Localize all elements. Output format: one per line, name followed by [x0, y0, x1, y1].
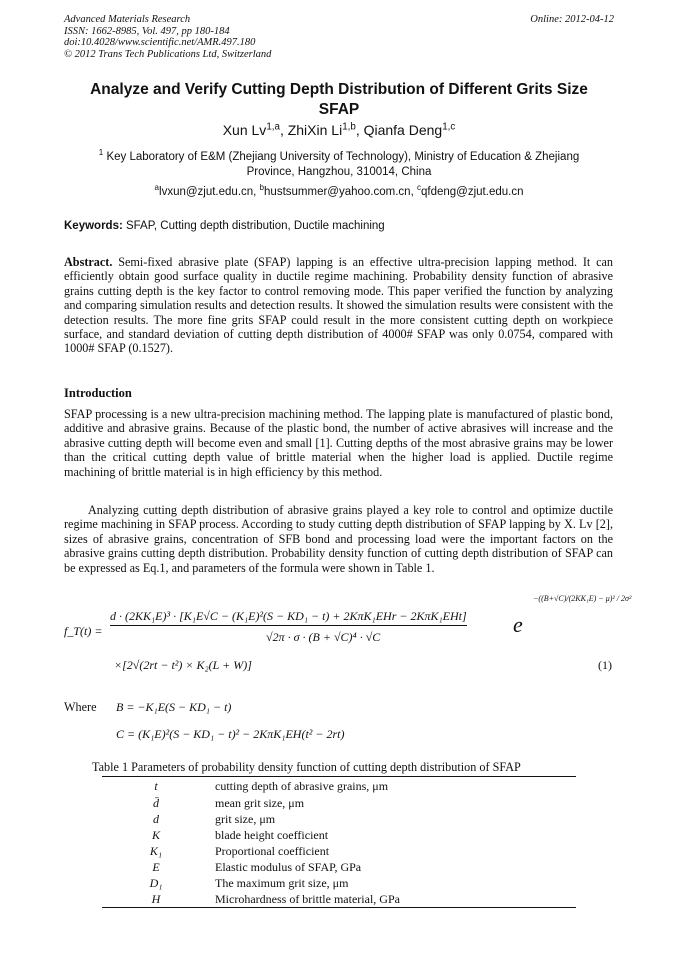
table-caption: Table 1 Parameters of probability density function of cutting depth distribution of SFAP	[92, 760, 521, 774]
paper-title	[70, 80, 608, 120]
table-row	[102, 779, 576, 795]
equation-denominator: √2π · σ · (B + √C)⁴ · √C	[266, 630, 381, 644]
section-heading-introduction: Introduction	[64, 386, 132, 400]
equation-c: C = (K₁E)²(S − KD₁ − t)² − 2KπK₁EH(t² − 2rt)	[116, 727, 345, 741]
affiliation-sup: 1	[98, 148, 104, 158]
abstract	[64, 255, 613, 356]
title-line-2: SFAP	[318, 101, 360, 118]
affiliation-line-2: Province, Hangzhou, 310014, China	[246, 166, 432, 178]
author-sup: 1,c	[442, 121, 456, 133]
table-row	[102, 812, 576, 828]
table-symbol: d̄	[153, 796, 159, 810]
author-name: Qianfa Deng	[363, 122, 443, 138]
author-sup: 1,b	[342, 121, 356, 133]
affiliation	[64, 150, 614, 180]
table-symbol: H	[151, 892, 161, 906]
email-address[interactable]: hustsummer@yahoo.com.cn	[264, 186, 411, 198]
table-row	[102, 892, 576, 908]
email-sup: b	[259, 183, 265, 193]
table-description: mean grit size, μm	[215, 796, 305, 810]
table-row	[102, 844, 576, 860]
table-bottom-rule	[102, 907, 576, 908]
equation-numerator: d · (2KK₁E)³ · [K₁E√C − (K₁E)²(S − KD₁ − t) + 2KπK₁EHr − 2KπK₁EHt]	[110, 609, 467, 626]
table-description: The maximum grit size, μm	[215, 876, 349, 890]
equation-line-2: ×[2√(2rt − t²) × K₂(L + W)]	[114, 658, 252, 672]
online-date: Online: 2012-04-12	[530, 14, 614, 25]
table-symbol: E	[152, 860, 160, 874]
email-address[interactable]: lvxun@zjut.edu.cn	[159, 186, 254, 198]
journal-name: Advanced Materials Research	[64, 14, 191, 25]
email-sup: c	[416, 183, 421, 193]
table-description: grit size, μm	[215, 812, 276, 826]
table-description: blade height coefficient	[215, 828, 329, 842]
abstract-label: Abstract.	[64, 255, 113, 269]
copyright: © 2012 Trans Tech Publications Ltd, Switzerland	[64, 48, 272, 60]
author-list: Xun Lv$^{1,a}$, ZhiXin Li$^{1,b}$, Qianfa Deng$^{1,c}$	[222, 121, 456, 138]
table-symbol: K₁	[149, 844, 163, 858]
table-symbol: d	[153, 812, 159, 826]
keywords-text: SFAP, Cutting depth distribution, Ductile machining	[126, 220, 385, 232]
author-sup: 1,a	[266, 121, 280, 133]
table-top-rule	[102, 776, 576, 777]
equation-b: B = −K₁E(S − KD₁ − t)	[116, 700, 232, 714]
doi: doi:10.4028/www.scientific.net/AMR.497.180	[64, 37, 256, 49]
table-symbol: K	[151, 828, 160, 842]
author-name: ZhiXin Li	[287, 122, 343, 138]
table-symbol: t	[154, 779, 158, 793]
intro-paragraph-1: SFAP processing is a new ultra-precision machining method. The lapping plate is manufactured of plastic bond, additive and abrasive grains. Because of the plastic bond, the number of active abrasives will increase and the abrasive cutting depth will become even and small [1]. Cutting depths of the most abrasive grains may be lower than the critical cutting depth value of brittle material when the higher load is applied. Ductile regime machining of brittle material is in high efficiency by this method.	[64, 407, 613, 479]
table-row	[102, 860, 576, 876]
intro-paragraph-2: Analyzing cutting depth distribution of abrasive grains played a key role to control and optimize ductile regime machining in SFAP process. According to study cutting depth distribution of SFAP lapping by X. Lv [2], sizes of abrasive grains, concentration of SFB bond and processing load were the important factors on the abrasive grains cutting depth distribution. Probability density function of cutting depth distribution of SFAP can be expressed as Eq.1, and parameters of the formula were shown in Table 1.	[64, 503, 613, 575]
email-list: $^a$lvxun@zjut.edu.cn, $^b$hustsummer@yahoo.com.cn, $^c$qfdeng@zjut.edu.cn	[154, 183, 524, 198]
affiliation-line-1: Key Laboratory of E&M (Zhejiang University of Technology), Ministry of Education & Zhejiang	[106, 151, 580, 163]
equation-number: (1)	[598, 658, 612, 672]
table-description: Elastic modulus of SFAP, GPa	[215, 860, 362, 874]
keywords	[64, 220, 385, 232]
table-row	[102, 796, 576, 812]
equation-lhs: f_T(t) =	[64, 624, 103, 638]
table-symbol: D₁	[149, 876, 163, 890]
equation-exp-base: e	[513, 612, 523, 637]
table-description: Proportional coefficient	[215, 844, 330, 858]
where-label: Where	[64, 700, 97, 714]
table-row	[102, 828, 576, 844]
issn: ISSN: 1662-8985, Vol. 497, pp 180-184	[64, 25, 230, 37]
abstract-text: Semi-fixed abrasive plate (SFAP) lapping is an effective ultra-precision lapping method. It can efficiently obtain good surface quality in ductile regime machining. Probability density function of abrasive grains cutting depth is the key factor to control removing mode. This paper verified the function by analyzing and comparing simulation results and detection results. It showed the simulation results were consistent with the detection results. The more fine grits SFAP could result in the more consistent cutting depth on workpiece surface, and standard deviation of cutting depth distribution of 4000# SFAP was only 0.0754, compared with 1000# SFAP (0.1527).	[64, 255, 614, 356]
keywords-label: Keywords:	[64, 220, 123, 232]
table-description: cutting depth of abrasive grains, μm	[215, 779, 389, 793]
author-name: Xun Lv	[222, 122, 267, 138]
email-sup: a	[154, 183, 160, 193]
email-address[interactable]: qfdeng@zjut.edu.cn	[421, 186, 524, 198]
journal-meta	[64, 14, 271, 60]
table-description: Microhardness of brittle material, GPa	[215, 892, 400, 906]
title-line-1: Analyze and Verify Cutting Depth Distribution of Different Grits Size	[90, 81, 588, 98]
table-row	[102, 876, 576, 892]
equation-exponent: −((B+√C)/(2KK₁E) − μ)² / 2σ²	[533, 594, 632, 603]
